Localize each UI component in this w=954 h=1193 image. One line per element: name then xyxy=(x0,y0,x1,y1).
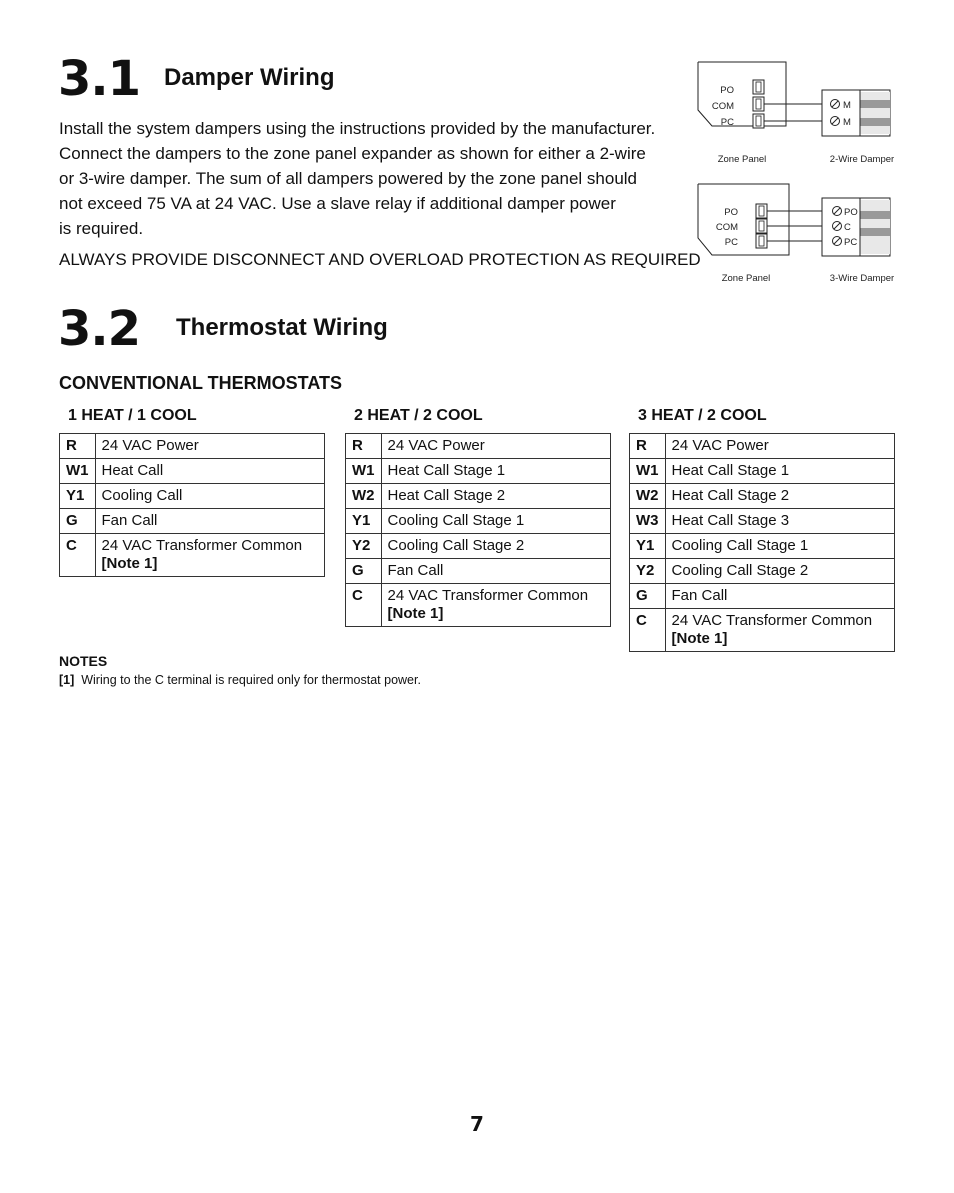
panel-caption: Zone Panel xyxy=(721,273,771,284)
table-row: R 24 VAC Power xyxy=(60,434,325,459)
table-row: Y1 Cooling Call Stage 1 xyxy=(630,534,895,559)
paragraph-line: not exceed 75 VA at 24 VAC. Use a slave relay if additional damper power xyxy=(59,194,616,213)
table-row: G Fan Call xyxy=(60,509,325,534)
table-row: W2 Heat Call Stage 2 xyxy=(346,484,611,509)
paragraph-line: is required. xyxy=(59,219,144,238)
terminal-table-2h2c xyxy=(345,433,611,627)
table-row: C 24 VAC Transformer Common [Note 1] xyxy=(346,584,611,627)
paragraph-line: or 3-wire damper. The sum of all dampers powered by the zone panel should xyxy=(59,169,638,188)
table-row: Y2 Cooling Call Stage 2 xyxy=(346,534,611,559)
table-row: Y2 Cooling Call Stage 2 xyxy=(630,559,895,584)
damper-terminal-label: M xyxy=(843,100,851,111)
note-text: Wiring to the C terminal is required only for thermostat power. xyxy=(81,673,421,687)
table-row: W1 Heat Call Stage 1 xyxy=(630,459,895,484)
notes-heading: NOTES xyxy=(59,653,108,669)
terminal-label: PO xyxy=(724,207,738,218)
damper-terminal-label: C xyxy=(844,222,851,233)
table-row: C 24 VAC Transformer Common [Note 1] xyxy=(60,534,325,577)
section-title: Damper Wiring xyxy=(164,64,335,91)
paragraph-line: Connect the dampers to the zone panel expander as shown for either a 2-wire xyxy=(59,144,646,163)
two-wire-damper-diagram xyxy=(690,58,910,173)
table-row: R 24 VAC Power xyxy=(346,434,611,459)
damper-caption: 3-Wire Damper xyxy=(829,273,895,284)
note-ref: [Note 1] xyxy=(101,555,158,572)
table-title: 1 HEAT / 1 COOL xyxy=(68,407,197,424)
table-row: G Fan Call xyxy=(630,584,895,609)
section-number: 3.1 xyxy=(58,51,141,107)
table-row: Y1 Cooling Call xyxy=(60,484,325,509)
terminal-label: PC xyxy=(720,117,734,128)
note-item xyxy=(59,673,421,687)
terminal-label: COM xyxy=(715,222,738,233)
subheading: CONVENTIONAL THERMOSTATS xyxy=(59,373,342,393)
section-number: 3.2 xyxy=(58,301,141,357)
section-title: Thermostat Wiring xyxy=(176,314,388,341)
table-row: W2 Heat Call Stage 2 xyxy=(630,484,895,509)
terminal-table-1h1c xyxy=(59,433,325,577)
damper-terminal-label: PO xyxy=(844,207,858,218)
table-row: C 24 VAC Transformer Common [Note 1] xyxy=(630,609,895,652)
damper-terminal-label: M xyxy=(843,117,851,128)
table-row: W1 Heat Call Stage 1 xyxy=(346,459,611,484)
warning-text: ALWAYS PROVIDE DISCONNECT AND OVERLOAD PROTECTION AS REQUIRED xyxy=(59,250,701,269)
terminal-label: COM xyxy=(711,101,734,112)
damper-caption: 2-Wire Damper xyxy=(829,154,895,165)
note-ref: [1] xyxy=(59,673,75,687)
table-title: 3 HEAT / 2 COOL xyxy=(638,407,767,424)
panel-caption: Zone Panel xyxy=(717,154,767,165)
table-row: G Fan Call xyxy=(346,559,611,584)
terminal-label: PC xyxy=(724,237,738,248)
table-row: W1 Heat Call xyxy=(60,459,325,484)
note-ref: [Note 1] xyxy=(387,605,444,622)
section-paragraph xyxy=(59,116,679,241)
table-row: W3 Heat Call Stage 3 xyxy=(630,509,895,534)
note-ref: [Note 1] xyxy=(671,630,728,647)
page-number: 7 xyxy=(470,1112,484,1136)
terminal-label: PO xyxy=(720,85,734,96)
paragraph-line: Install the system dampers using the instructions provided by the manufacturer. xyxy=(59,119,656,138)
terminal-table-3h2c xyxy=(629,433,895,652)
damper-terminal-label: PC xyxy=(844,237,858,248)
table-title: 2 HEAT / 2 COOL xyxy=(354,407,483,424)
three-wire-damper-diagram xyxy=(690,180,910,290)
table-row: Y1 Cooling Call Stage 1 xyxy=(346,509,611,534)
table-row: R 24 VAC Power xyxy=(630,434,895,459)
